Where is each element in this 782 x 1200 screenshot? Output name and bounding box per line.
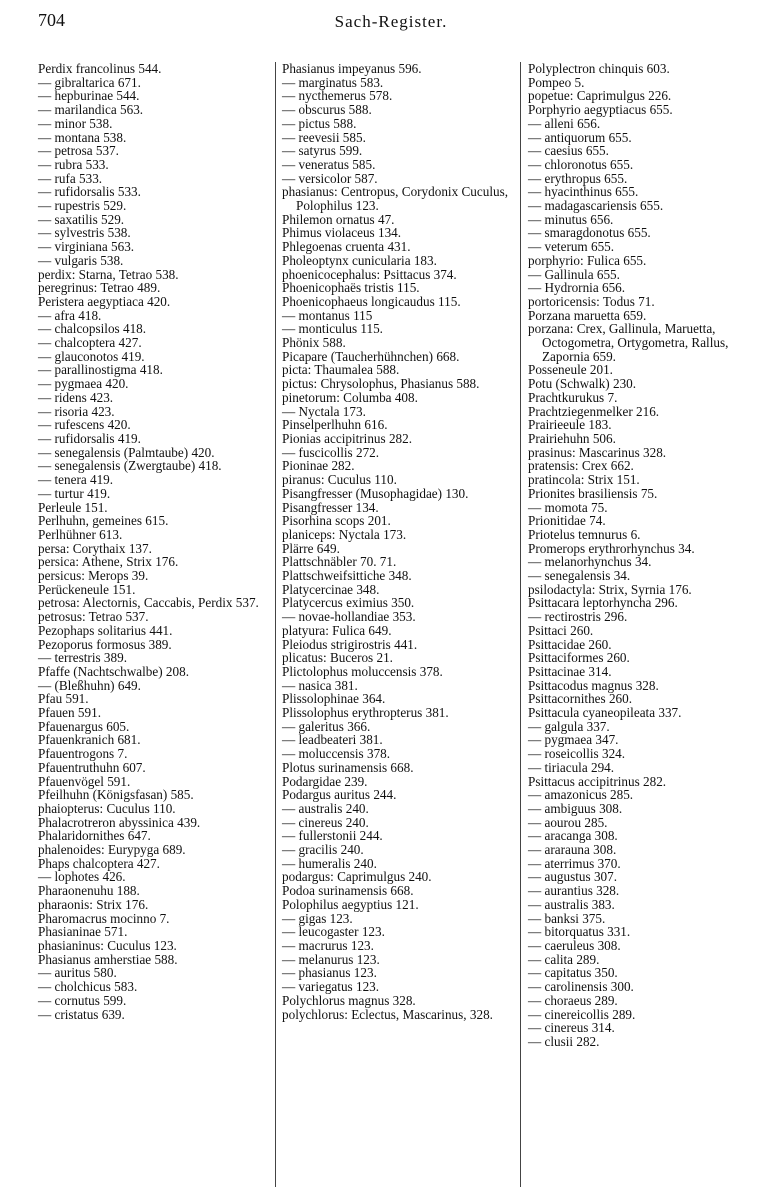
index-entry: — petrosa 537. [38, 143, 119, 159]
index-entry: Phoenicophaës tristis 115. [282, 280, 420, 296]
index-entry: Platycercus eximius 350. [282, 595, 415, 611]
index-entry: phasianus: Centropus, Corydonix Cuculus, Polophilus 123. [282, 184, 509, 214]
index-entry: pratincola: Strix 151. [528, 472, 640, 488]
index-entry: — rupestris 529. [38, 198, 127, 214]
index-entry: — nasica 381. [282, 677, 358, 693]
index-entry: — aterrimus 370. [528, 855, 621, 871]
index-entry: Pfauenvögel 591. [38, 773, 131, 789]
index-entry: platyura: Fulica 649. [282, 622, 392, 638]
index-entry: petrosus: Tetrao 537. [38, 609, 149, 625]
index-entry: — glauconotos 419. [38, 348, 145, 364]
index-entry: Psittaci 260. [528, 622, 594, 638]
index-entry: — marilandica 563. [38, 102, 144, 118]
index-entry: — gibraltarica 671. [38, 74, 141, 90]
index-entry: — senegalensis (Palmtaube) 420. [38, 444, 215, 460]
index-entry: — alleni 656. [528, 115, 601, 131]
index-entry: Priotelus temnurus 6. [528, 526, 641, 542]
index-entry: — ridens 423. [38, 389, 114, 405]
index-entry: — hyacinthinus 655. [528, 184, 639, 200]
index-entry: — lophotes 426. [38, 869, 126, 885]
index-entry: — novae-hollandiae 353. [282, 609, 416, 625]
index-entry: pinetorum: Columba 408. [282, 389, 418, 405]
index-entry: — cornutus 599. [38, 992, 127, 1008]
index-entry: piranus: Cuculus 110. [282, 472, 397, 488]
index-entry: Philemon ornatus 47. [282, 211, 395, 227]
index-entry: — chalcoptera 427. [38, 335, 142, 351]
index-entry: Pharomacrus mocinno 7. [38, 910, 170, 926]
index-entry: phasianinus: Cuculus 123. [38, 938, 177, 953]
index-entry: — melanorhynchus 34. [528, 554, 652, 570]
index-entry: psilodactyla: Strix, Syrnia 176. [528, 581, 692, 597]
index-entry: — australis 240. [282, 800, 369, 816]
index-entry: Plissolophinae 364. [282, 691, 386, 707]
index-entry: — cinereus 240. [282, 814, 369, 830]
index-entry: — bitorquatus 331. [528, 924, 631, 940]
index-entry: — marginatus 583. [282, 74, 384, 90]
index-entry: — galeritus 366. [282, 718, 371, 734]
index-entry: — erythropus 655. [528, 170, 628, 186]
index-entry: phaiopterus: Cuculus 110. [38, 800, 176, 816]
index-entry: Pfauentrogons 7. [38, 746, 128, 762]
index-entry: — aourou 285. [528, 814, 608, 830]
index-entry: — hepburinae 544. [38, 88, 140, 104]
index-entry: Pisangfresser 134. [282, 499, 379, 515]
index-entry: Peristera aegyptiaca 420. [38, 293, 171, 309]
index-entry: Plissolophus erythropterus 381. [282, 705, 449, 721]
index-entry: — leucogaster 123. [282, 924, 385, 940]
index-entry: Pfauenkranich 681. [38, 732, 141, 748]
index-entry: — veterum 655. [528, 239, 615, 255]
index-entry: Prionites brasiliensis 75. [528, 485, 658, 501]
index-entry: Podoa surinamensis 668. [282, 883, 414, 899]
index-entry: — ararauna 308. [528, 842, 617, 858]
index-entry: — phasianus 123. [282, 965, 377, 981]
index-entry: Plotus surinamensis 668. [282, 759, 414, 775]
index-entry: phalenoides: Eurypyga 689. [38, 842, 186, 858]
index-entry: — auritus 580. [38, 965, 117, 981]
index-entry: Prairieeule 183. [528, 417, 612, 433]
index-entry: — gracilis 240. [282, 842, 364, 858]
index-entry: — parallinostigma 418. [38, 362, 163, 378]
index-entry: Pfeilhuhn (Königsfasan) 585. [38, 787, 194, 803]
index-entry: Phasianus impeyanus 596. [282, 61, 422, 76]
index-entry: Prachtziegenmelker 216. [528, 403, 660, 419]
index-entry: Perdix francolinus 544. [38, 61, 162, 76]
index-entry: — tiriacula 294. [528, 759, 615, 775]
index-entry: Phasianus amherstiae 588. [38, 951, 178, 967]
index-column-3 [528, 62, 764, 1192]
index-entry: Phimus violaceus 134. [282, 225, 402, 241]
index-entry: Plictolophus moluccensis 378. [282, 663, 443, 679]
index-entry: — cholchicus 583. [38, 979, 138, 995]
index-entry: — antiquorum 655. [528, 129, 632, 145]
index-entry: Podargidae 239. [282, 773, 368, 789]
index-entry: — satyrus 599. [282, 143, 363, 159]
index-entry: — australis 383. [528, 896, 615, 912]
index-entry: — aurantius 328. [528, 883, 620, 899]
index-entry: porphyrio: Fulica 655. [528, 252, 647, 268]
index-entry: — humeralis 240. [282, 855, 377, 871]
index-entry: — caesius 655. [528, 143, 609, 159]
index-entry: Perleule 151. [38, 499, 108, 515]
index-entry: Polyplectron chinquis 603. [528, 61, 670, 76]
index-entry: pharaonis: Strix 176. [38, 896, 149, 912]
index-entry: — variegatus 123. [282, 979, 380, 995]
index-entry: Psittacidae 260. [528, 636, 612, 652]
index-entry: — galgula 337. [528, 718, 610, 734]
index-entry: — saxatilis 529. [38, 211, 125, 227]
index-entry: petrosa: Alectornis, Caccabis, Perdix 537. [38, 595, 259, 611]
index-entry: — calita 289. [528, 951, 600, 967]
index-entry: — monticulus 115. [282, 321, 383, 337]
index-entry: Pioninae 282. [282, 458, 355, 474]
index-entry: Porphyrio aegyptiacus 655. [528, 102, 673, 118]
page-number: 704 [38, 10, 65, 30]
index-entry: — Hydrornia 656. [528, 280, 626, 296]
index-entry: Polophilus aegyptius 121. [282, 896, 419, 912]
index-entry: Prachtkurukus 7. [528, 389, 618, 405]
index-entry: Phönix 588. [282, 335, 346, 351]
index-entry: peregrinus: Tetrao 489. [38, 280, 161, 296]
index-entry: — versicolor 587. [282, 170, 378, 186]
index-entry: — rufescens 420. [38, 417, 131, 433]
index-entry: persa: Corythaix 137. [38, 540, 152, 556]
index-entry: — carolinensis 300. [528, 979, 634, 995]
index-entry: — chalcopsilos 418. [38, 321, 147, 337]
index-entry: — rubra 533. [38, 156, 109, 172]
index-entry: — rufidorsalis 419. [38, 430, 141, 446]
index-entry: Picapare (Taucherhühnchen) 668. [282, 348, 460, 364]
index-entry: phoenicocephalus: Psittacus 374. [282, 266, 457, 282]
index-entry: Pfauentruthuhn 607. [38, 759, 146, 775]
index-entry: — cinereicollis 289. [528, 1006, 636, 1022]
index-entry: — tenera 419. [38, 472, 114, 488]
index-entry: — rufa 533. [38, 170, 103, 186]
index-entry: Polychlorus magnus 328. [282, 992, 416, 1008]
index-entry: Pionias accipitrinus 282. [282, 430, 413, 446]
index-entry: Pisorhina scops 201. [282, 513, 391, 529]
index-entry: Pfau 591. [38, 691, 89, 707]
index-entry: — minor 538. [38, 115, 113, 131]
index-entry: pratensis: Crex 662. [528, 458, 634, 474]
index-entry: prasinus: Mascarinus 328. [528, 444, 667, 460]
index-entry: Prairiehuhn 506. [528, 430, 616, 446]
index-column-1 [38, 62, 268, 1192]
index-entry: perdix: Starna, Tetrao 538. [38, 266, 179, 282]
running-head: Sach-Register. [334, 12, 448, 31]
index-entry: — turtur 419. [38, 485, 111, 501]
index-entry: — madagascariensis 655. [528, 198, 664, 214]
index-entry: — montanus 115 [282, 307, 373, 323]
index-entry: — sylvestris 538. [38, 225, 131, 241]
index-entry: — momota 75. [528, 499, 608, 515]
index-entry: Plärre 649. [282, 540, 340, 556]
index-entry: — smaragdonotus 655. [528, 225, 651, 241]
index-entry: — gigas 123. [282, 910, 353, 926]
index-entry: — veneratus 585. [282, 156, 376, 172]
index-entry: Psittacara leptorhyncha 296. [528, 595, 678, 611]
index-entry: Pfauen 591. [38, 705, 101, 721]
index-entry: — leadbeateri 381. [282, 732, 383, 748]
index-entry: Potu (Schwalk) 230. [528, 376, 637, 392]
index-entry: — minutus 656. [528, 211, 614, 227]
index-entry: Psittacinae 314. [528, 663, 612, 679]
index-entry: — fuscicollis 272. [282, 444, 380, 460]
index-entry: — melanurus 123. [282, 951, 380, 967]
index-entry: — pygmaea 347. [528, 732, 619, 748]
index-entry: Prionitidae 74. [528, 513, 606, 529]
index-entry: Pisangfresser (Musophagidae) 130. [282, 485, 469, 501]
index-entry: Pinselperlhuhn 616. [282, 417, 388, 433]
index-entry: — vulgaris 538. [38, 252, 124, 268]
index-entry: — amazonicus 285. [528, 787, 634, 803]
index-entry: Psittaciformes 260. [528, 650, 630, 666]
index-entry: — virginiana 563. [38, 239, 135, 255]
index-entry: Promerops erythrorhynchus 34. [528, 540, 695, 556]
index-entry: persica: Athene, Strix 176. [38, 554, 179, 570]
index-entry: — aracanga 308. [528, 828, 618, 844]
index-entry: — fullerstonii 244. [282, 828, 383, 844]
index-entry: — risoria 423. [38, 403, 115, 419]
index-entry: — Nyctala 173. [282, 403, 366, 419]
index-entry: Perückeneule 151. [38, 581, 136, 597]
index-entry: pictus: Chrysolophus, Phasianus 588. [282, 376, 480, 392]
index-entry: Pezophaps solitarius 441. [38, 622, 173, 638]
index-entry: — roseicollis 324. [528, 746, 626, 762]
index-entry: — cristatus 639. [38, 1006, 125, 1022]
index-entry: podargus: Caprimulgus 240. [282, 869, 432, 885]
index-entry: — pygmaea 420. [38, 376, 129, 392]
index-entry: Perlhuhn, gemeines 615. [38, 513, 169, 529]
index-entry: Phoenicophaeus longicaudus 115. [282, 293, 461, 309]
index-entry: Phalacrotreron abyssinica 439. [38, 814, 201, 830]
index-entry: — terrestris 389. [38, 650, 127, 666]
index-entry: — senegalensis (Zwergtaube) 418. [38, 458, 222, 474]
index-entry: porzana: Crex, Gallinula, Maruetta, Octogometra, Ortygometra, Rallus, Zapornia 659. [528, 321, 729, 364]
index-entry: — macrurus 123. [282, 938, 374, 953]
index-entry: — choraeus 289. [528, 992, 618, 1008]
index-entry: popetue: Caprimulgus 226. [528, 88, 672, 104]
index-entry: — capitatus 350. [528, 965, 618, 981]
index-entry: Porzana maruetta 659. [528, 307, 647, 323]
index-entry: Plattschweifsittiche 348. [282, 568, 412, 584]
index-entry: Platycercinae 348. [282, 581, 380, 597]
index-entry: portoricensis: Todus 71. [528, 293, 655, 309]
index-entry: — rufidorsalis 533. [38, 184, 141, 200]
index-entry: — montana 538. [38, 129, 127, 145]
index-entry: Phalaridornithes 647. [38, 828, 151, 844]
index-entry: planiceps: Nyctala 173. [282, 526, 407, 542]
index-entry: — chloronotus 655. [528, 156, 634, 172]
index-entry: — obscurus 588. [282, 102, 372, 118]
index-entry: Pezoporus formosus 389. [38, 636, 172, 652]
index-entry: — cinereus 314. [528, 1020, 615, 1036]
index-entry: picta: Thaumalea 588. [282, 362, 400, 378]
index-entry: Phlegoenas cruenta 431. [282, 239, 411, 255]
index-column-2 [282, 62, 512, 1192]
index-entry: — augustus 307. [528, 869, 618, 885]
index-entry: Psittacula cyaneopileata 337. [528, 705, 682, 721]
index-entry: Psittacus accipitrinus 282. [528, 773, 667, 789]
index-entry: Pfauenargus 605. [38, 718, 130, 734]
index-entry: Perlhühner 613. [38, 526, 123, 542]
index-entry: Pleiodus strigirostris 441. [282, 636, 418, 652]
index-entry: Pholeoptynx cunicularia 183. [282, 252, 437, 268]
index-entry: Possenеule 201. [528, 362, 613, 378]
index-entry: plicatus: Buceros 21. [282, 650, 393, 666]
index-entry: Phasianinae 571. [38, 924, 128, 940]
index-entry: Psittacodus magnus 328. [528, 677, 659, 693]
index-entry: Pompeo 5. [528, 74, 585, 90]
index-entry: — banksi 375. [528, 910, 606, 926]
index-entry: Podargus auritus 244. [282, 787, 397, 803]
index-entry: — caeruleus 308. [528, 938, 621, 953]
index-entry: — clusii 282. [528, 1033, 600, 1049]
index-entry: — pictus 588. [282, 115, 357, 131]
index-entry: — (Bleßhuhn) 649. [38, 677, 141, 693]
index-columns [38, 62, 768, 1192]
index-entry: Psittacornithes 260. [528, 691, 633, 707]
index-entry: — afra 418. [38, 307, 102, 323]
index-entry: Pfaffe (Nachtschwalbe) 208. [38, 663, 189, 679]
index-entry: persicus: Merops 39. [38, 568, 149, 584]
index-entry: polychlorus: Eclectus, Mascarinus, 328. [282, 1006, 493, 1022]
index-entry: — moluccensis 378. [282, 746, 391, 762]
index-entry: — nycthemerus 578. [282, 88, 393, 104]
index-entry: Pharaonenuhu 188. [38, 883, 140, 899]
index-entry: — Gallinula 655. [528, 266, 620, 282]
index-entry: — rectirostris 296. [528, 609, 628, 625]
index-entry: — reevesii 585. [282, 129, 366, 145]
index-entry: Plattschnäbler 70. 71. [282, 554, 397, 570]
index-entry: — ambiguus 308. [528, 800, 623, 816]
column-divider [275, 62, 276, 1187]
index-entry: Phaps chalcoptera 427. [38, 855, 160, 871]
index-entry: — senegalensis 34. [528, 568, 631, 584]
column-divider [520, 62, 521, 1187]
